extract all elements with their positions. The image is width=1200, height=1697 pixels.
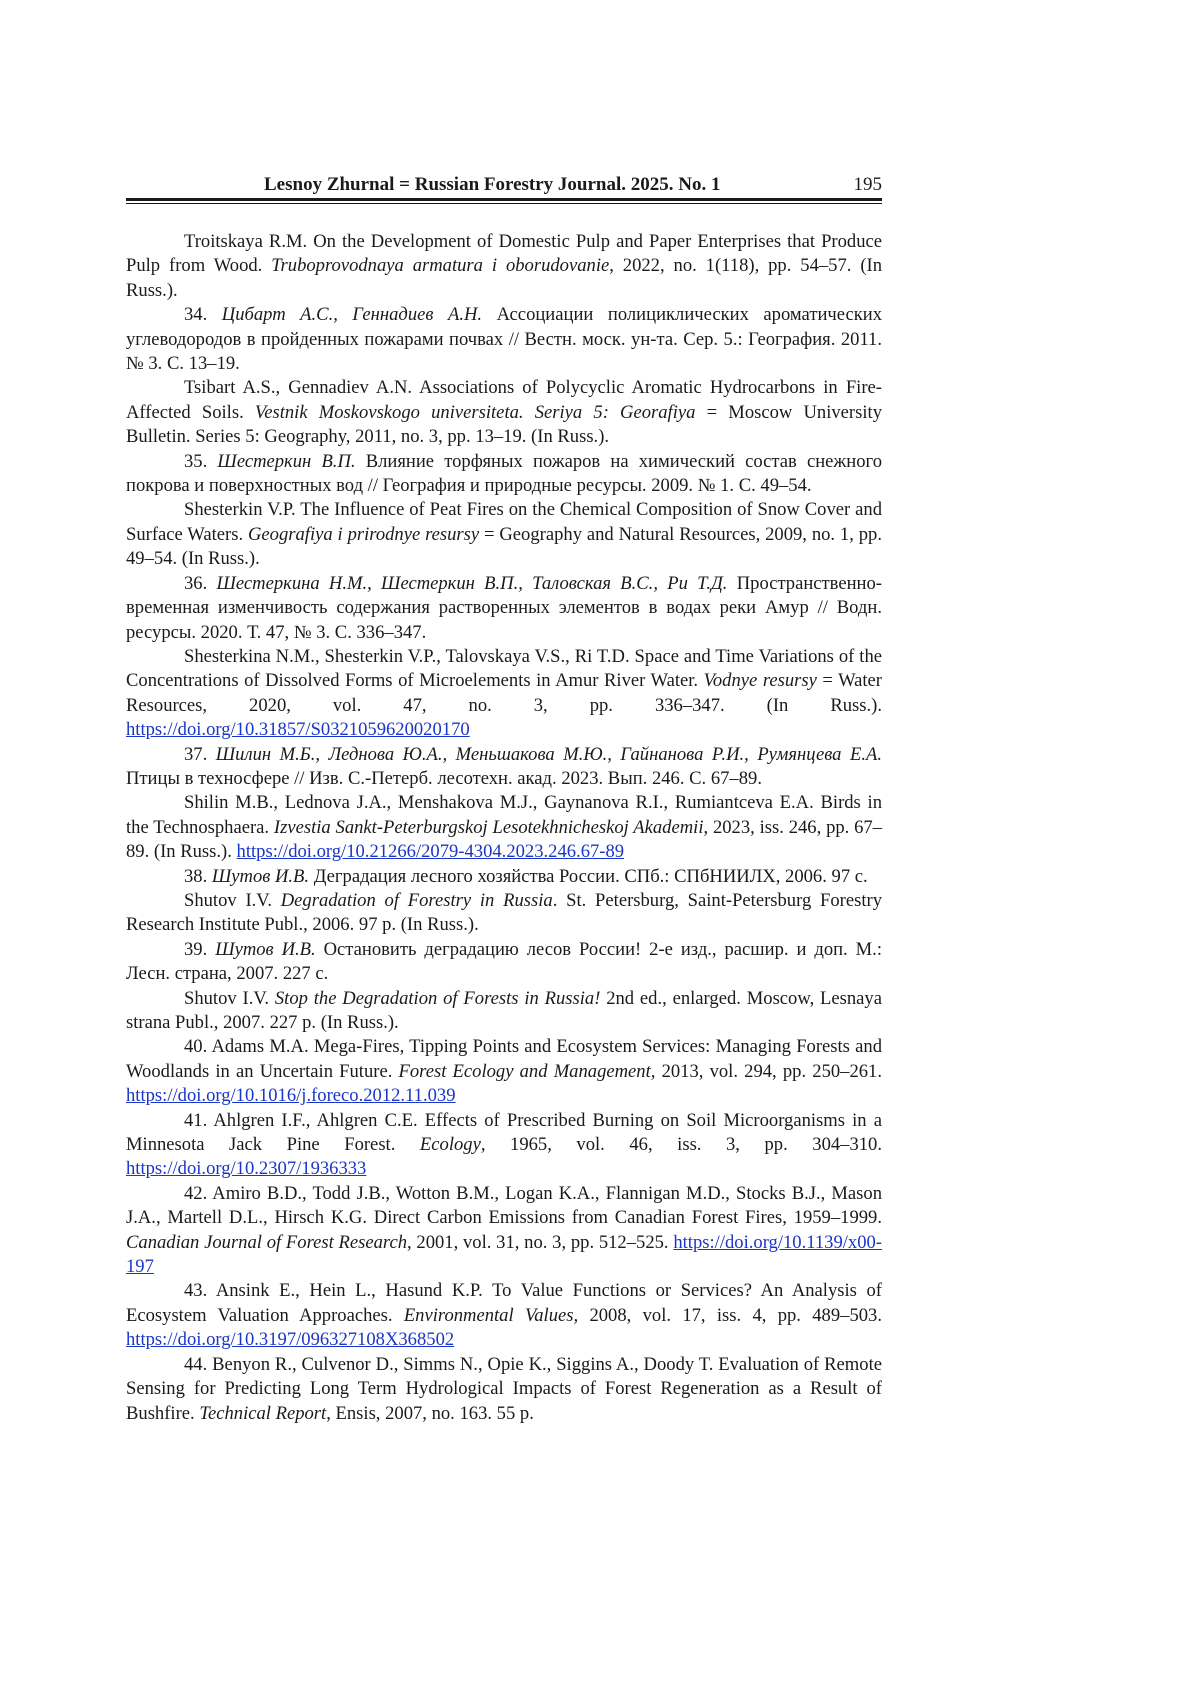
journal-title: Lesnoy Zhurnal = Russian Forestry Journal. 2025. No. 1: [264, 174, 721, 195]
doi-link[interactable]: https://doi.org/10.3197/096327108X368502: [126, 1329, 455, 1351]
reference-entry: [126, 645, 882, 743]
header-rule-thin: [126, 203, 882, 204]
text-segment: 42. Amiro B.D., Todd J.B., Wotton B.M., Logan K.A., Flannigan M.D., Stocks B.J., Mason J.A., Martell D.L., Hirsch K.G. Direct Carbon Emissions from Canadian Forest Fires, 1959–1999.: [126, 1182, 882, 1229]
text-segment: Shesterkina N.M., Shesterkin V.P., Talovskaya V.S., Ri T.D. Space and Time Variations of the Concentrations of Dissolved Forms of Microelements in Amur River Water.: [126, 645, 882, 692]
page-number: 195: [853, 174, 882, 195]
text-segment: = Moscow University Bulletin. Series 5: Geography, 2011, no. 3, pp. 13–19. (In Russ.).: [126, 401, 882, 448]
reference-entry: [126, 938, 882, 987]
text-segment: Tsibart A.S., Gennadiev A.N. Associations of Polycyclic Aromatic Hydrocarbons in Fire-Affected Soils.: [126, 377, 882, 423]
text-segment: Остановить деградацию лесов России! 2-е изд., расшир. и доп. М.: Лесн. страна, 2007. 227 с.: [126, 938, 882, 985]
italic-segment: Degradation of Forestry in Russia: [280, 889, 553, 911]
text-segment: 41. Ahlgren I.F., Ahlgren C.E. Effects of Prescribed Burning on Soil Microorganisms in a Minnesota Jack Pine Forest.: [126, 1109, 882, 1156]
reference-list: [126, 230, 882, 1426]
reference-entry: [126, 303, 882, 376]
italic-segment: Шилин М.Б., Леднова Ю.А., Меньшакова М.Ю., Гайнанова Р.И., Румянцева Е.А.: [215, 743, 883, 765]
reference-entry: [126, 791, 882, 864]
text-segment: Птицы в техносфере // Изв. С.-Петерб. лесотехн. акад. 2023. Вып. 246. С. 67–89.: [126, 767, 762, 789]
text-segment: 38.: [184, 865, 212, 887]
italic-segment: Truboprovodnaya armatura i oborudovanie: [271, 255, 610, 277]
italic-segment: Шутов И.В.: [215, 938, 316, 960]
text-segment: . St. Petersburg, Saint-Petersburg Forestry Research Institute Publ., 2006. 97 p. (In Russ.).: [126, 889, 883, 936]
reference-entry: [126, 1035, 882, 1108]
italic-segment: Цибарт А.С., Геннадиев А.Н.: [221, 304, 483, 326]
text-segment: 36.: [184, 572, 217, 594]
text-segment: Деградация лесного хозяйства России. СПб.: СПбНИИЛХ, 2006. 97 с.: [309, 865, 868, 887]
text-segment: 35.: [184, 450, 218, 472]
doi-link[interactable]: https://doi.org/10.1016/j.foreco.2012.11.039: [126, 1085, 456, 1107]
italic-segment: Geografiya i prirodnye resursy: [248, 523, 480, 545]
italic-segment: Stop the Degradation of Forests in Russia!: [274, 987, 601, 1009]
doi-link[interactable]: https://doi.org/10.1139/x00-197: [126, 1231, 882, 1278]
reference-entry: [126, 572, 882, 645]
italic-segment: Vestnik Moskovskogo universiteta. Seriya 5: Georafiya: [254, 401, 696, 423]
text-segment: 43. Ansink E., Hein L., Hasund K.P. To Value Functions or Services? An Analysis of Ecosystem Valuation Approaches.: [126, 1280, 882, 1326]
italic-segment: Environmental Values,: [403, 1304, 579, 1326]
text-segment: Shesterkin V.P. The Influence of Peat Fires on the Chemical Composition of Snow Cover and Surface Waters.: [126, 499, 882, 545]
reference-entry: [126, 1353, 882, 1426]
italic-segment: Шутов И.В.: [211, 865, 310, 887]
text-segment: 40. Adams M.A. Mega-Fires, Tipping Points and Ecosystem Services: Managing Forests and Woodlands in an Uncertain Future.: [126, 1036, 882, 1082]
text-segment: , 1965, vol. 46, iss. 3, pp. 304–310.: [480, 1134, 883, 1156]
text-segment: 44. Benyon R., Culvenor D., Simms N., Opie K., Siggins A., Doody T. Evaluation of Remote Sensing for Predicting Long Term Hydrological Impacts of Forest Regeneration as a Result of Bushfire.: [126, 1353, 882, 1424]
text-segment: 2013, vol. 294, pp. 250–261.: [655, 1060, 882, 1082]
text-segment: Shutov I.V.: [184, 889, 281, 911]
reference-entry: [126, 376, 882, 449]
doi-link[interactable]: https://doi.org/10.2307/1936333: [126, 1158, 367, 1180]
reference-entry: [126, 1182, 882, 1280]
italic-segment: Шестеркин В.П.: [217, 450, 356, 472]
text-segment: 39.: [184, 938, 216, 960]
text-segment: Влияние торфяных пожаров на химический состав снежного покрова и поверхностных вод // География и природные ресурсы. 2009. № 1. С. 49–54.: [126, 450, 882, 497]
text-segment: , Ensis, 2007, no. 163. 55 p.: [326, 1402, 534, 1424]
reference-entry: [126, 865, 882, 889]
text-segment: 34.: [184, 304, 222, 326]
doi-link[interactable]: https://doi.org/10.21266/2079-4304.2023.246.67-89: [236, 841, 625, 863]
text-segment: Пространственно-временная изменчивость содержания растворенных элементов в водах реки Амур // Водн. ресурсы. 2020. Т. 47, № 3. С. 336–347.: [126, 572, 882, 643]
italic-segment: Canadian Journal of Forest Research: [126, 1231, 408, 1253]
italic-segment: Technical Report: [199, 1402, 327, 1424]
reference-entry: [126, 1109, 882, 1182]
text-segment: = Geography and Natural Resources, 2009, no. 1, pp. 49–54. (In Russ.).: [126, 523, 882, 570]
text-segment: = Water Resources, 2020, vol. 47, no. 3, pp. 336–347. (In Russ.).: [126, 670, 883, 716]
italic-segment: Шестеркина Н.М., Шестеркин В.П., Таловская В.С., Ри Т.Д.: [216, 572, 728, 594]
reference-entry: [126, 987, 882, 1036]
reference-entry: [126, 498, 882, 571]
text-segment: , 2023, iss. 246, pp. 67–89. (In Russ.).: [126, 816, 883, 863]
reference-entry: [126, 230, 882, 303]
text-segment: Shilin M.B., Lednova J.A., Menshakova M.J., Gaynanova R.I., Rumiantceva E.A. Birds in the Technosphaera.: [126, 792, 882, 838]
reference-entry: [126, 450, 882, 499]
doi-link[interactable]: https://doi.org/10.31857/S0321059620020170: [126, 719, 470, 741]
header-rule-thick: [126, 198, 882, 201]
text-segment: Shutov I.V.: [184, 987, 275, 1009]
italic-segment: Vodnye resursy: [703, 670, 817, 692]
reference-entry: [126, 889, 882, 938]
text-segment: 2008, vol. 17, iss. 4, pp. 489–503.: [578, 1304, 882, 1326]
italic-segment: Izvestia Sankt-Peterburgskoj Lesotekhnicheskoj Akademii: [273, 816, 704, 838]
text-segment: Troitskaya R.M. On the Development of Domestic Pulp and Paper Enterprises that Produce Pulp from Wood.: [126, 231, 882, 277]
italic-segment: Ecology: [419, 1134, 481, 1156]
text-segment: , 2022, no. 1(118), pp. 54–57. (In Russ.).: [126, 255, 882, 301]
reference-entry: [126, 743, 882, 792]
text-segment: 2nd ed., enlarged. Moscow, Lesnaya strana Publ., 2007. 227 p. (In Russ.).: [126, 987, 882, 1033]
text-segment: 37.: [184, 743, 216, 765]
italic-segment: Forest Ecology and Management,: [398, 1060, 656, 1082]
reference-entry: [126, 1279, 882, 1352]
text-segment: Ассоциации полициклических ароматических углеводородов в пройденных пожарами почвах // Вестн. моск. ун-та. Сер. 5.: География. 2011. № 3. С. 13–19.: [126, 304, 883, 375]
text-segment: , 2001, vol. 31, no. 3, pp. 512–525.: [407, 1231, 674, 1253]
